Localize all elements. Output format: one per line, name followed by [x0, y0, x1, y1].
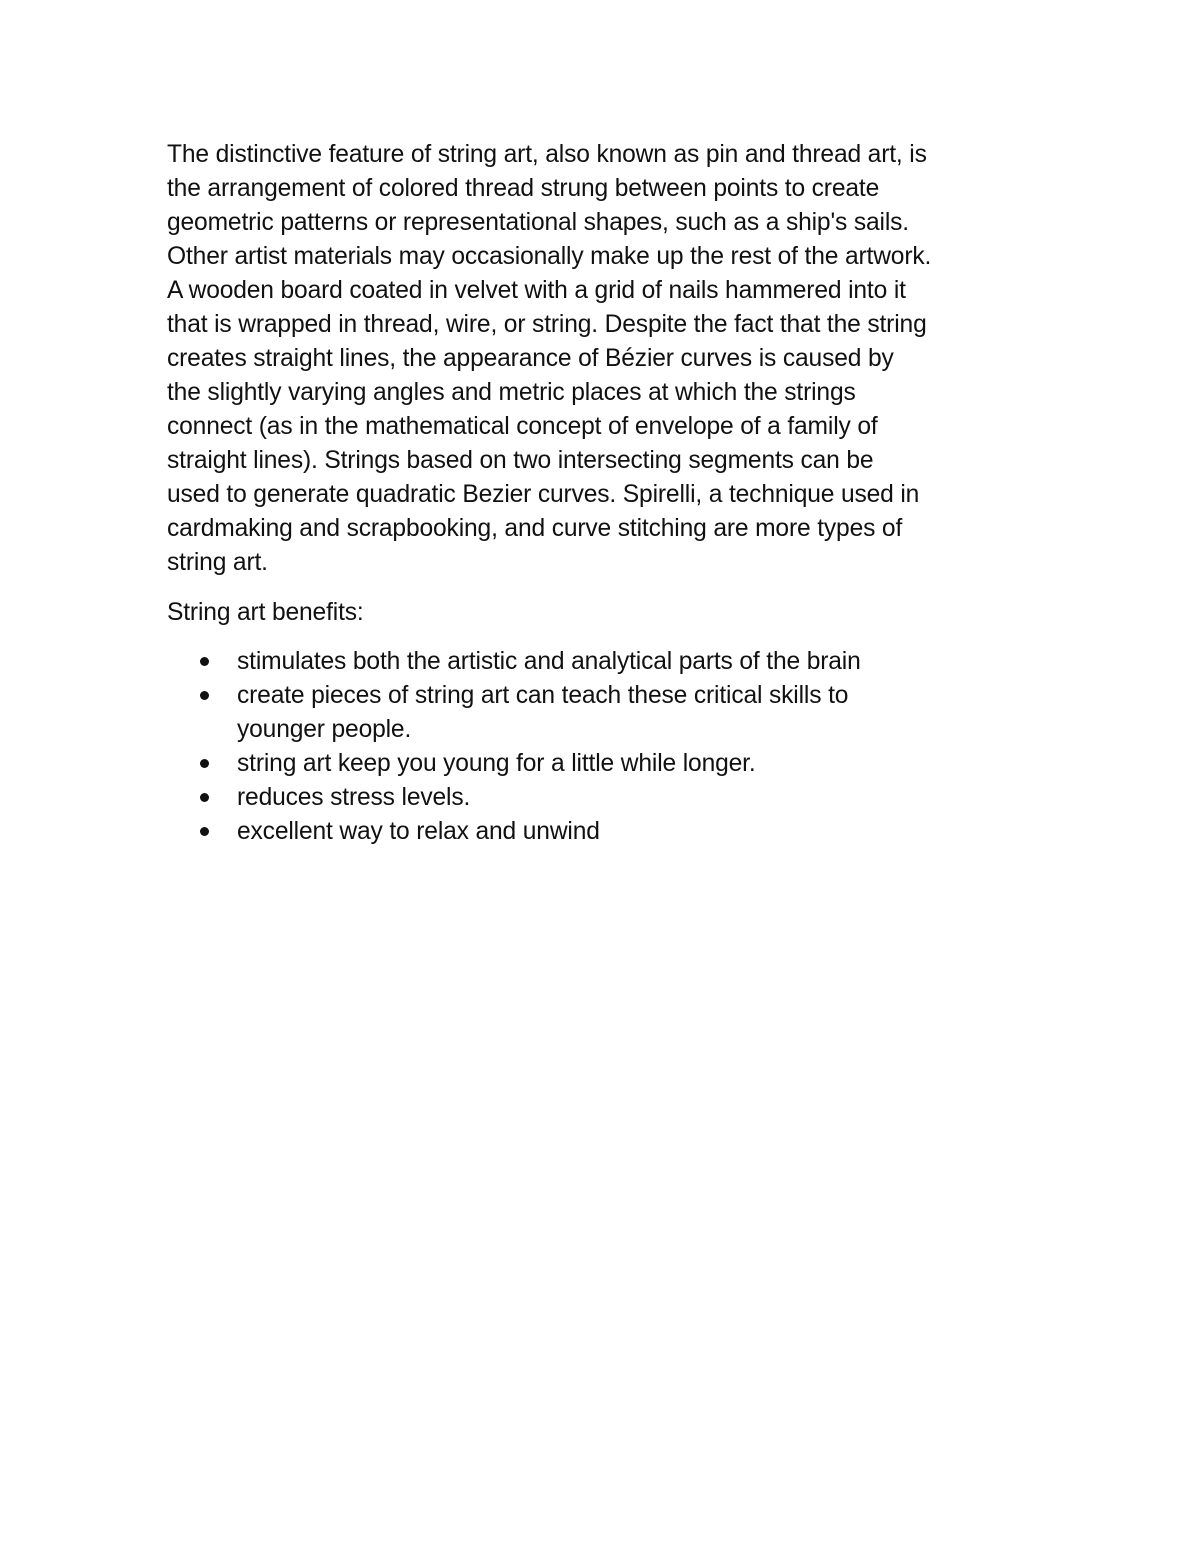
paragraph-line: the slightly varying angles and metric places at which the strings [167, 379, 856, 406]
paragraph-line: The distinctive feature of string art, also known as pin and thread art, is [167, 141, 927, 168]
benefits-list [167, 645, 1042, 849]
paragraph-line: geometric patterns or representational shapes, such as a ship's sails. [167, 209, 909, 236]
list-item [167, 781, 1042, 815]
bullet-icon [200, 691, 209, 700]
list-item-text: string art keep you young for a little while longer. [237, 750, 756, 777]
paragraph-line: creates straight lines, the appearance of Bézier curves is caused by [167, 345, 894, 372]
paragraph-line: cardmaking and scrapbooking, and curve stitching are more types of [167, 515, 903, 542]
bullet-icon [200, 759, 209, 768]
list-item-text: reduces stress levels. [237, 784, 471, 811]
paragraph-line: string art. [167, 549, 268, 576]
paragraph-line: used to generate quadratic Bezier curves. Spirelli, a technique used in [167, 481, 920, 508]
paragraph-line: Other artist materials may occasionally make up the rest of the artwork. [167, 243, 932, 270]
document-body [167, 138, 1042, 849]
paragraph-line: straight lines). Strings based on two intersecting segments can be [167, 447, 874, 474]
bullet-icon [200, 657, 209, 666]
list-item-text: younger people. [237, 716, 412, 743]
paragraph-line: that is wrapped in thread, wire, or string. Despite the fact that the string [167, 311, 927, 338]
paragraph-line: connect (as in the mathematical concept of envelope of a family of [167, 413, 878, 440]
list-item [167, 679, 1042, 747]
paragraph-line: the arrangement of colored thread strung between points to create [167, 175, 880, 202]
benefits-heading: String art benefits: [167, 599, 364, 626]
list-item [167, 815, 1042, 849]
paragraph-line: A wooden board coated in velvet with a grid of nails hammered into it [167, 277, 906, 304]
list-item-text: stimulates both the artistic and analytical parts of the brain [237, 648, 861, 675]
list-item-text: create pieces of string art can teach these critical skills to [237, 682, 849, 709]
intro-paragraph [167, 138, 1042, 580]
list-item [167, 747, 1042, 781]
list-item-text: excellent way to relax and unwind [237, 818, 600, 845]
bullet-icon [200, 827, 209, 836]
bullet-icon [200, 793, 209, 802]
list-item [167, 645, 1042, 679]
